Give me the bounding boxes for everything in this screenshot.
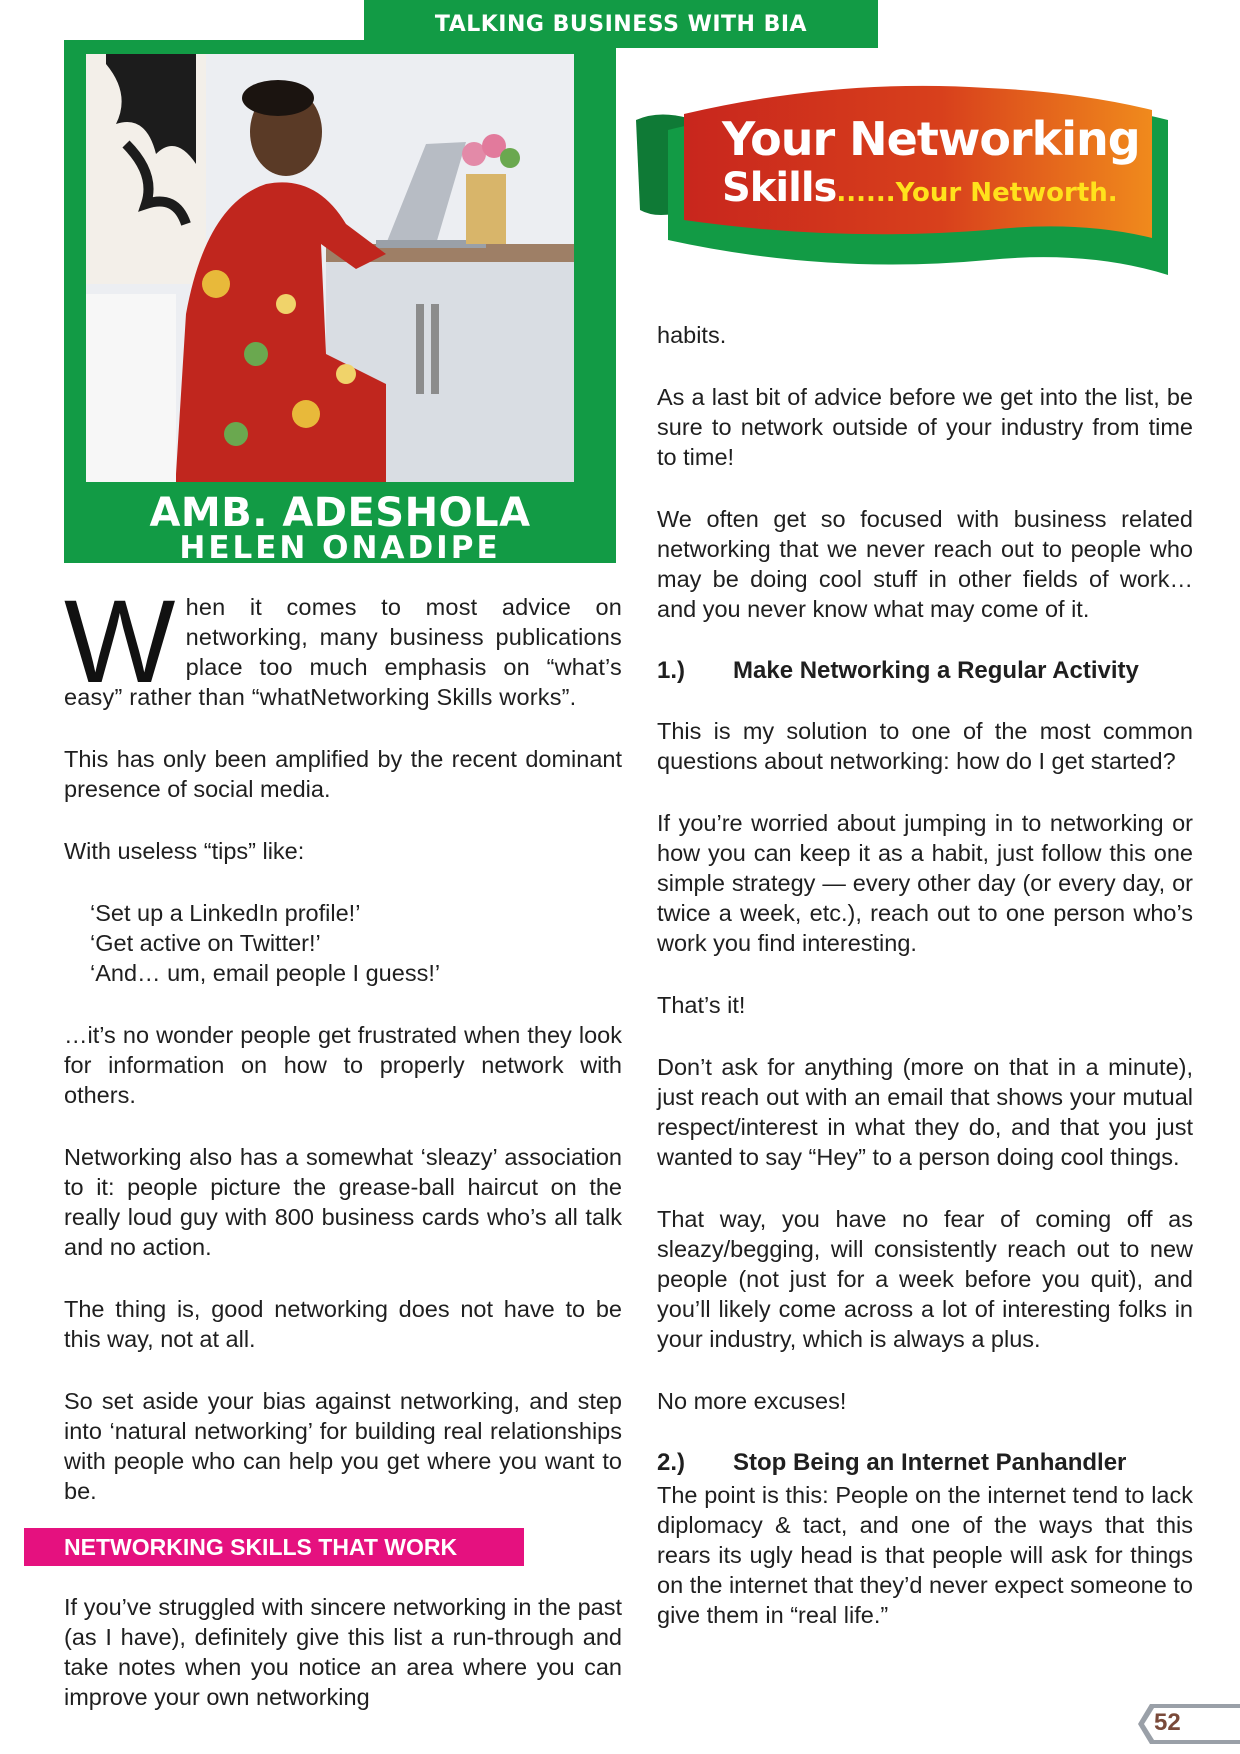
paragraph: Networking also has a somewhat ‘sleazy’ association to it: people picture the grease-ball haircut on the really loud guy with 800 business cards who’s all talk and no action. [64, 1144, 622, 1260]
step-title: Make Networking a Regular Activity [733, 657, 1139, 684]
author-name-line2: HELEN ONADIPE [179, 530, 501, 566]
page-number: 52 [1154, 1709, 1181, 1736]
page-number-tab-shape [1136, 1702, 1240, 1746]
paragraph: This is my solution to one of the most common questions about networking: how do I get started? [657, 718, 1193, 774]
tips-list-item: ‘And… um, email people I guess!’ [90, 960, 441, 986]
paragraph: If you’re worried about jumping in to networking or how you can keep it as a habit, just follow this one simple strategy — every other day (or every day, or twice a week, etc.), reach out to one person who’s work you find interesting. [657, 810, 1193, 956]
paragraph: Don’t ask for anything (more on that in a minute), just reach out with an email that shows your mutual respect/interest in what they do, and that you just wanted to say “Hey” to a person doing cool things. [657, 1054, 1193, 1170]
title-banner [628, 70, 1180, 290]
paragraph: We often get so focused with business related networking that we never reach out to people who may be doing cool stuff in other fields of work… and you never know what may come of it. [657, 506, 1193, 622]
paragraph: If you’ve struggled with sincere networking in the past (as I have), definitely give this list a run-through and take notes when you notice an area where you can improve your own networking [64, 1594, 622, 1710]
step-number: 2.) [657, 1449, 686, 1476]
paragraph: With useless “tips” like: [64, 838, 305, 864]
paragraph: No more excuses! [657, 1388, 847, 1414]
paragraph: …it’s no wonder people get frustrated when they look for information on how to properly network with others. [64, 1022, 622, 1108]
author-photo [86, 54, 574, 482]
banner-title-line2 [722, 165, 1118, 211]
paragraph: The thing is, good networking does not have to be this way, not at all. [64, 1296, 622, 1352]
drop-cap: W [64, 576, 176, 708]
left-column-bottom [64, 1592, 622, 1744]
right-column [657, 320, 1193, 1662]
intro-paragraph [64, 576, 622, 712]
author-photo-illustration [86, 54, 574, 482]
step-title: Stop Being an Internet Panhandler [733, 1449, 1127, 1476]
author-photo-frame [64, 40, 616, 566]
banner-title-main: Skills [722, 165, 837, 211]
section-heading: NETWORKING SKILLS THAT WORK [64, 1533, 458, 1560]
intro-text: hen it comes to most advice on networking, many business publications place too much emphasis on “what’s easy” rather than “whatNetworking Skills works”. [64, 594, 622, 710]
section-heading-bar [24, 1528, 524, 1566]
tips-list-item: ‘Get active on Twitter!’ [90, 930, 321, 956]
paragraph: habits. [657, 322, 727, 348]
step-number: 1.) [657, 657, 686, 684]
left-column [64, 576, 622, 1538]
page-number-tab [1136, 1702, 1240, 1746]
banner-title-line1: Your Networking [722, 112, 1140, 166]
banner-tagline: ......Your Networth. [836, 178, 1118, 208]
paragraph: This has only been amplified by the recent dominant presence of social media. [64, 746, 622, 802]
step-heading-1 [657, 656, 1193, 686]
paragraph: That’s it! [657, 992, 746, 1018]
paragraph: The point is this: People on the internet tend to lack diplomacy & tact, and one of the ways that this rears its ugly head is that people will ask for things on the internet that they’d never expect someone to give them in “real life.” [657, 1482, 1193, 1628]
paragraph: So set aside your bias against networking, and step into ‘natural networking’ for building real relationships with people who can help you get where you want to be. [64, 1388, 622, 1504]
paragraph: That way, you have no fear of coming off as sleazy/begging, will consistently reach out to new people (not just for a week before you quit), and you’ll likely come across a lot of interesting folks in your industry, which is always a plus. [657, 1206, 1193, 1352]
tips-list-item: ‘Set up a LinkedIn profile!’ [90, 900, 361, 926]
section-header-title: TALKING BUSINESS WITH BIA [434, 11, 808, 37]
paragraph: As a last bit of advice before we get into the list, be sure to network outside of your industry from time to time! [657, 384, 1193, 470]
tips-list [90, 898, 622, 988]
step-heading-2 [657, 1448, 1193, 1478]
author-name-line1: AMB. ADESHOLA [149, 490, 531, 536]
